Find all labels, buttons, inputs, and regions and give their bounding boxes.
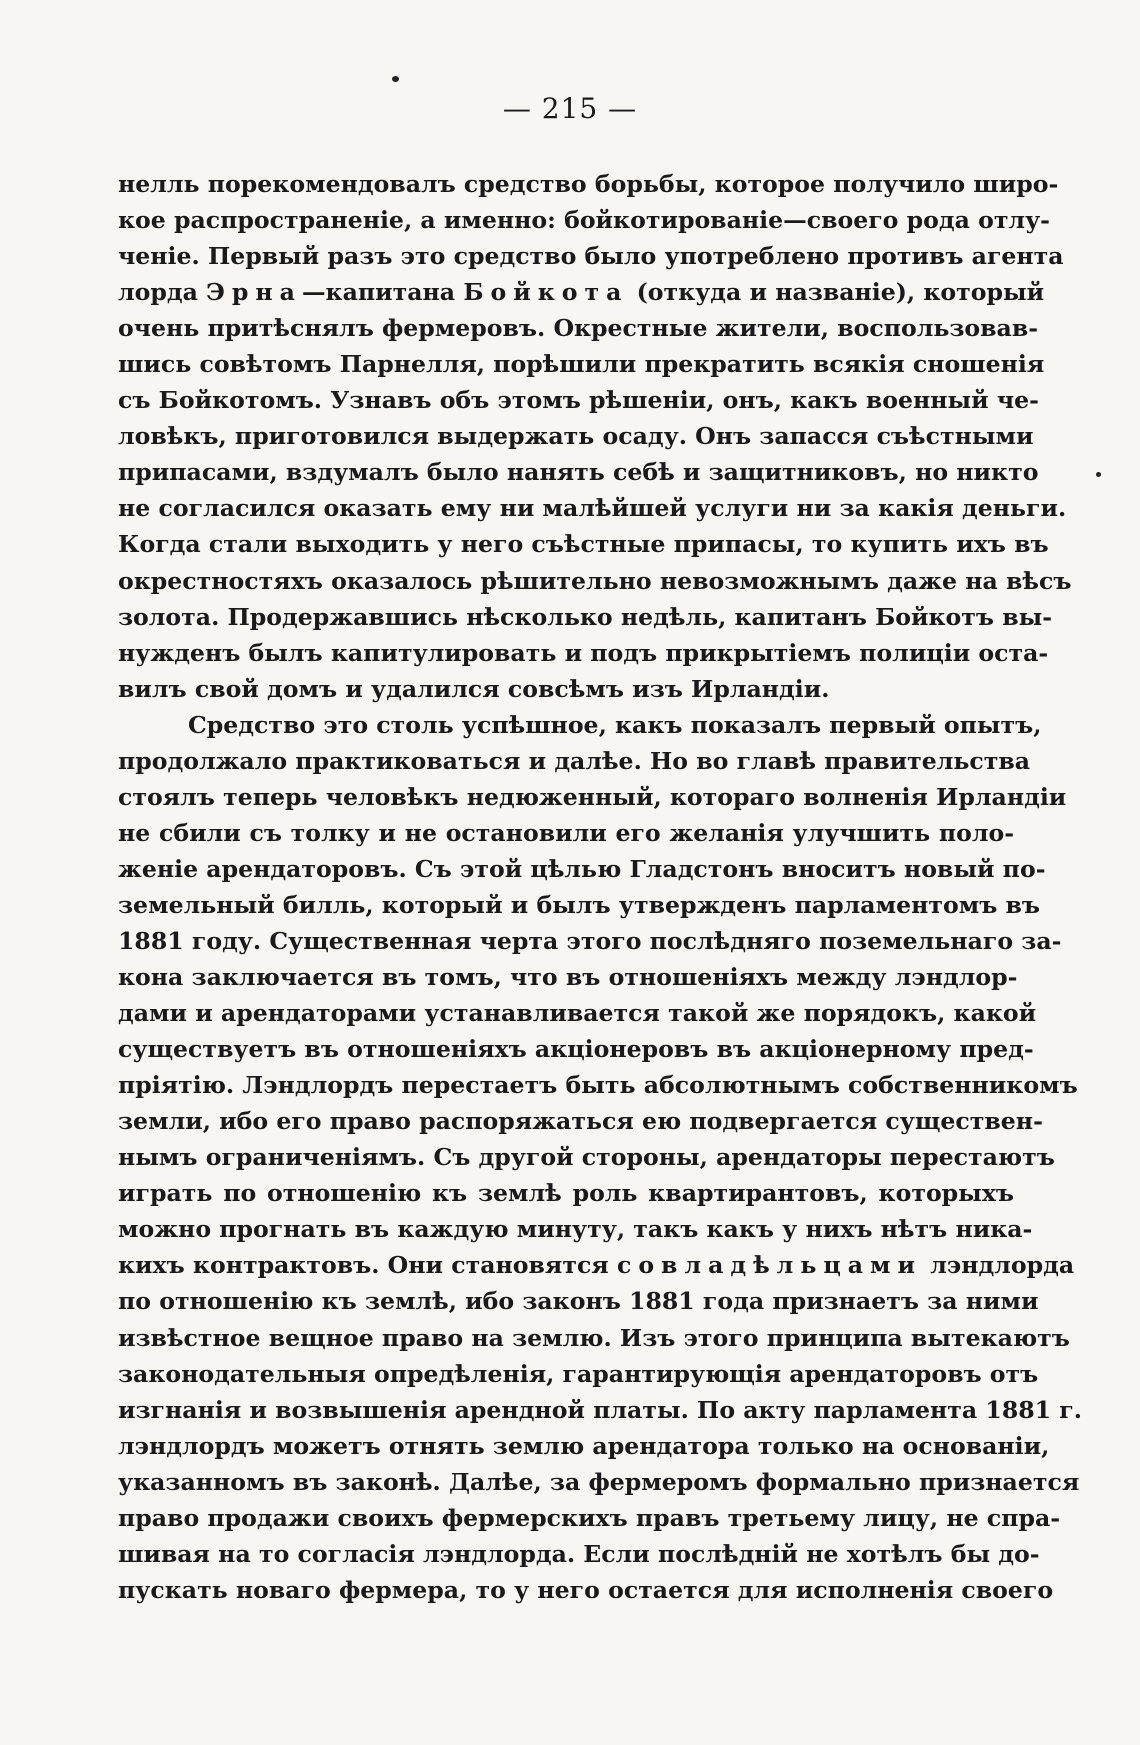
- text-line: пускать новаго фермера, то у него остается для исполненія своего: [118, 1575, 1054, 1604]
- text-line: вилъ свой домъ и удалился совсѣмъ изъ Ирландіи.: [118, 674, 830, 703]
- text-line: дами и арендаторами устанавливается такой же порядокъ, какой: [118, 999, 1037, 1028]
- text-line: окрестностяхъ оказалось рѣшительно невозможнымъ даже на вѣсъ: [118, 566, 1072, 595]
- text-line: существуетъ въ отношеніяхъ акціонеровъ въ акціонерному пред-: [118, 1035, 1034, 1064]
- text-line: [118, 274, 1045, 310]
- spaced-emphasis: совладѣльцами: [616, 1251, 923, 1280]
- text-line: земли, ибо его право распоряжаться ею подвергается существен-: [118, 1107, 1043, 1136]
- text-line: можно прогнать въ каждую минуту, такъ какъ у нихъ нѣтъ ника-: [118, 1215, 1033, 1244]
- text-line: нужденъ былъ капитулировать и подъ прикрытіемъ полиціи оста-: [118, 638, 1049, 667]
- text-line: кона заключается въ томъ, что въ отношеніяхъ между лэндлор-: [118, 963, 1018, 992]
- text-line: пріятію. Лэндлордъ перестаетъ быть абсолютнымъ собственникомъ: [118, 1071, 1078, 1100]
- text-line: золота. Продержавшись нѣсколько недѣль, капитанъ Бойкотъ вы-: [118, 602, 1053, 631]
- text-line: лэндлордъ можетъ отнять землю арендатора только на основаніи,: [118, 1431, 1050, 1460]
- text-segment: лорда: [118, 278, 207, 307]
- text-column: [118, 166, 1082, 1608]
- text-line: не согласился оказать ему ни малѣйшей услуги ни за какія деньги.: [118, 494, 1067, 523]
- text-line: шись совѣтомъ Парнелля, порѣшили прекратить всякія сношенія: [118, 350, 1045, 379]
- text-line: продолжало практиковаться и далѣе. Но во главѣ правительства: [118, 746, 1031, 775]
- text-line: съ Бойкотомъ. Узнавъ объ этомъ рѣшеніи, онъ, какъ военный че-: [118, 386, 1039, 415]
- text-line: кое распространеніе, а именно: бойкотированіе—своего рода отлу-: [118, 206, 1050, 235]
- text-line: ченіе. Первый разъ это средство было употреблено противъ агента: [118, 242, 1064, 271]
- paragraph: [118, 166, 1072, 707]
- text-line: земельный билль, который и былъ утвержденъ парламентомъ въ: [118, 890, 1041, 919]
- text-line: Когда стали выходить у него съѣстные припасы, то купить ихъ въ: [118, 530, 1049, 559]
- text-line: по отношенію къ землѣ, ибо законъ 1881 года признаетъ за ними: [118, 1287, 1039, 1316]
- text-line: играть по отношенію къ землѣ роль квартирантовъ, которыхъ: [118, 1179, 1014, 1208]
- text-segment: (откуда и названіе), который: [628, 278, 1045, 307]
- spaced-emphasis: Бойкота: [463, 278, 629, 307]
- text-line: не сбили съ толку и не остановили его желанія улучшить поло-: [118, 818, 1014, 847]
- text-line: нымъ ограниченіямъ. Съ другой стороны, арендаторы перестаютъ: [118, 1143, 1055, 1172]
- text-line: нелль порекомендовалъ средство борьбы, которое получило широ-: [118, 170, 1059, 198]
- paragraph: [118, 707, 1082, 1608]
- text-line: стоялъ теперь человѣкъ недюженный, котораго волненія Ирландіи: [118, 782, 1067, 811]
- text-line: [118, 1247, 1075, 1283]
- text-line: ловѣкъ, приготовился выдержать осаду. Онъ запасся съѣстными: [118, 422, 1034, 451]
- text-segment: —капитана: [301, 278, 464, 307]
- text-line: женіе арендаторовъ. Съ этой цѣлью Гладстонъ вноситъ новый по-: [118, 854, 1046, 883]
- spaced-emphasis: Эрна: [206, 278, 302, 307]
- ink-speck: [392, 76, 399, 82]
- text-segment: лэндлорда: [922, 1251, 1075, 1280]
- page-number: — 215 —: [502, 92, 638, 125]
- text-line: 1881 году. Существенная черта этого послѣдняго поземельнаго за-: [118, 926, 1062, 955]
- text-line: Средство это столь успѣшное, какъ показалъ первый опытъ,: [188, 710, 1042, 739]
- text-line: изгнанія и возвышенія арендной платы. По акту парламента 1881 г.: [118, 1395, 1082, 1424]
- text-line: очень притѣснялъ фермеровъ. Окрестные жители, воспользовав-: [118, 314, 1039, 343]
- text-segment: кихъ контрактовъ. Они становятся: [118, 1251, 617, 1280]
- text-line: право продажи своихъ фермерскихъ правъ третьему лицу, не спра-: [118, 1503, 1061, 1532]
- text-line: законодательныя опредѣленія, гарантирующія арендаторовъ отъ: [118, 1359, 1039, 1388]
- text-line: извѣстное вещное право на землю. Изъ этого принципа вытекаютъ: [118, 1323, 1070, 1352]
- text-line: припасами, вздумалъ было нанять себѣ и защитниковъ, но никто: [118, 458, 1039, 487]
- text-line: шивая на то согласія лэндлорда. Если послѣдній не хотѣлъ бы до-: [118, 1539, 1040, 1568]
- text-line: указанномъ въ законѣ. Далѣе, за фермеромъ формально признается: [118, 1467, 1080, 1496]
- ink-speck: [1096, 472, 1101, 477]
